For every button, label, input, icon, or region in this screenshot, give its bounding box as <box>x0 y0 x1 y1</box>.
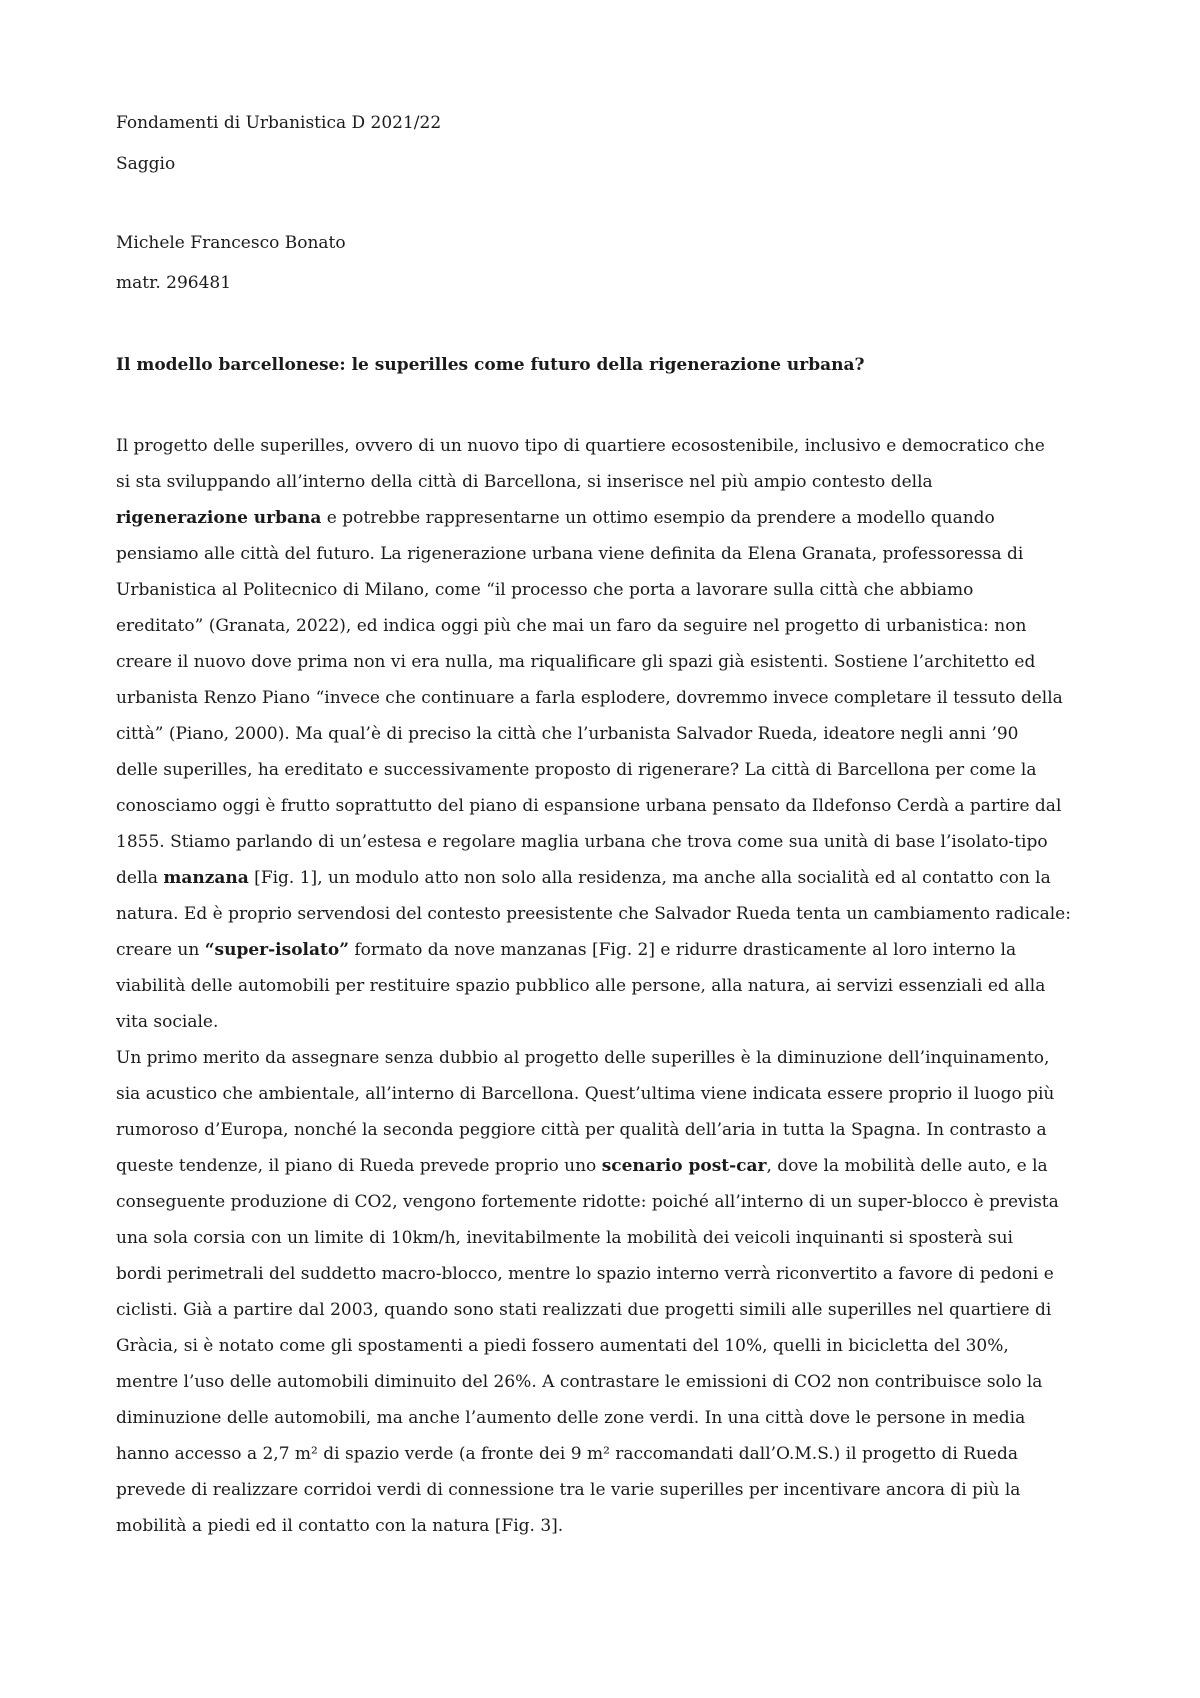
text-line: Gràcia, si è notato come gli spostamenti a piedi fossero aumentati del 10%, quelli in bicicletta del 30%, <box>116 1336 1009 1356</box>
text-line: città” (Piano, 2000). Ma qual’è di preciso la città che l’urbanista Salvador Rueda, ideatore negli anni ’90 <box>116 724 1019 744</box>
text-line: 1855. Stiamo parlando di un’estesa e regolare maglia urbana che trova come sua unità di base l’isolato-tipo <box>116 832 1048 852</box>
text-line: mobilità a piedi ed il contatto con la natura [Fig. 3]. <box>116 1516 564 1536</box>
text-line: una sola corsia con un limite di 10km/h, inevitabilmente la mobilità dei veicoli inquinanti si sposterà sui <box>116 1228 1013 1248</box>
text-line: prevede di realizzare corridoi verdi di connessione tra le varie superilles per incentivare ancora di più la <box>116 1480 1021 1500</box>
text-line: Urbanistica al Politecnico di Milano, come “il processo che porta a lavorare sulla città che abbiamo <box>116 580 974 600</box>
text-line: Un primo merito da assegnare senza dubbio al progetto delle superilles è la diminuzione dell’inquinamento, <box>116 1048 1050 1068</box>
text-line: creare il nuovo dove prima non vi era nulla, ma riqualificare gli spazi già esistenti. Sostiene l’architetto ed <box>116 652 1036 672</box>
text-run: e potrebbe rappresentarne un ottimo esempio da prendere a modello quando <box>321 508 995 528</box>
text-line: diminuzione delle automobili, ma anche l’aumento delle zone verdi. In una città dove le persone in media <box>116 1408 1026 1428</box>
essay-title: Il modello barcellonese: le superilles come futuro della rigenerazione urbana? <box>116 355 865 375</box>
text-line: si sta sviluppando all’interno della città di Barcellona, si inserisce nel più ampio contesto della <box>116 472 933 492</box>
text-run: [Fig. 1], un modulo atto non solo alla residenza, ma anche alla socialità ed al contatto con la <box>248 868 1051 888</box>
text-line: pensiamo alle città del futuro. La rigenerazione urbana viene definita da Elena Granata, professoressa di <box>116 544 1024 564</box>
text-line <box>116 500 1101 536</box>
text-line: natura. Ed è proprio servendosi del contesto preesistente che Salvador Rueda tenta un cambiamento radicale: <box>116 904 1071 924</box>
text-line: conseguente produzione di CO2, vengono fortemente ridotte: poiché all’interno di un super-blocco è prevista <box>116 1192 1059 1212</box>
paragraph-1 <box>116 428 1101 1040</box>
text-line: hanno accesso a 2,7 m² di spazio verde (a fronte dei 9 m² raccomandati dall’O.M.S.) il progetto di Rueda <box>116 1444 1018 1464</box>
bold-term: manzana <box>163 868 249 888</box>
text-run: , dove la mobilità delle auto, e la <box>766 1156 1048 1176</box>
text-line: delle superilles, ha ereditato e successivamente proposto di rigenerare? La città di Barcellona per come la <box>116 760 1037 780</box>
text-line: Il progetto delle superilles, ovvero di un nuovo tipo di quartiere ecosostenibile, inclusivo e democratico che <box>116 436 1045 456</box>
text-line <box>116 860 1101 896</box>
text-run: formato da nove manzanas [Fig. 2] e ridurre drasticamente al loro interno la <box>348 940 1017 960</box>
matricola-line: matr. 296481 <box>116 273 232 293</box>
text-line: rumoroso d’Europa, nonché la seconda peggiore città per qualità dell’aria in tutta la Spagna. In contrasto a <box>116 1120 1047 1140</box>
text-line: bordi perimetrali del suddetto macro-blocco, mentre lo spazio interno verrà riconvertito a favore di pedoni e <box>116 1264 1054 1284</box>
text-line: vita sociale. <box>116 1012 219 1032</box>
paragraph-2 <box>116 1040 1101 1544</box>
author-line: Michele Francesco Bonato <box>116 233 346 253</box>
text-line: mentre l’uso delle automobili diminuito del 26%. A contrastare le emissioni di CO2 non contribuisce solo la <box>116 1372 1043 1392</box>
bold-term: scenario post-car <box>601 1156 767 1176</box>
text-line: conosciamo oggi è frutto soprattutto del piano di espansione urbana pensato da Ildefonso Cerdà a partire dal <box>116 796 1062 816</box>
text-run: della <box>116 868 164 888</box>
text-line: viabilità delle automobili per restituire spazio pubblico alle persone, alla natura, ai servizi essenziali ed alla <box>116 976 1046 996</box>
text-line: ciclisti. Già a partire dal 2003, quando sono stati realizzati due progetti simili alle superilles nel quartiere di <box>116 1300 1052 1320</box>
text-line: sia acustico che ambientale, all’interno di Barcellona. Quest’ultima viene indicata essere proprio il luogo più <box>116 1084 1055 1104</box>
bold-term: rigenerazione urbana <box>116 508 322 528</box>
text-run: creare un <box>116 940 205 960</box>
text-line <box>116 932 1101 968</box>
course-line: Fondamenti di Urbanistica D 2021/22 <box>116 113 442 133</box>
text-line: ereditato” (Granata, 2022), ed indica oggi più che mai un faro da seguire nel progetto di urbanistica: non <box>116 616 1027 636</box>
text-line: urbanista Renzo Piano “invece che continuare a farla esplodere, dovremmo invece completare il tessuto della <box>116 688 1063 708</box>
text-line <box>116 1148 1101 1184</box>
text-run: queste tendenze, il piano di Rueda prevede proprio uno <box>116 1156 602 1176</box>
bold-term: “super-isolato” <box>204 940 349 960</box>
doc-type-line: Saggio <box>116 154 176 174</box>
